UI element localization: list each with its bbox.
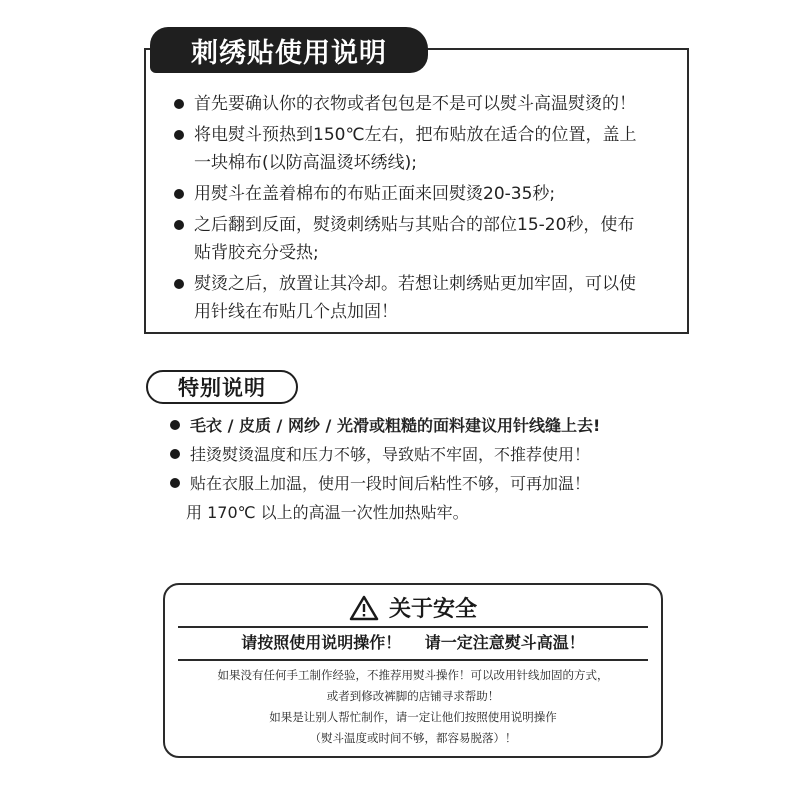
usage-item-line: 首先要确认你的衣物或者包包是不是可以熨斗高温熨烫的！	[194, 94, 636, 114]
special-item-line: 毛衣 / 皮质 / 网纱 / 光滑或粗糙的面料建议用针线缝上去!	[190, 416, 601, 435]
usage-item	[172, 90, 672, 118]
safety-line: 如果没有任何手工制作经验，不推荐用熨斗操作！可以改用针线加固的方式，	[217, 668, 609, 682]
usage-item	[172, 121, 672, 177]
usage-item-line: 熨烫之后，放置让其冷却。若想让刺绣贴更加牢固，可以使	[194, 274, 636, 294]
special-item-line: 用 170℃ 以上的高温一次性加热贴牢。	[186, 503, 469, 522]
safety-line: 或者到修改裤脚的店铺寻求帮助！	[326, 689, 500, 703]
special-item-line: 挂烫熨烫温度和压力不够，导致贴不牢固，不推荐使用！	[190, 445, 591, 464]
usage-item	[172, 270, 672, 326]
usage-item-line: 一块棉布(以防高温烫坏绣线);	[194, 153, 417, 173]
special-notes-list	[168, 411, 658, 527]
safety-line: （熨斗温度或时间不够，都容易脱落）！	[309, 731, 517, 745]
safety-subheading	[163, 630, 663, 653]
safety-title: 关于安全	[388, 597, 477, 622]
usage-title: 刺绣贴使用说明	[150, 27, 428, 73]
usage-item-line: 用熨斗在盖着棉布的布贴正面来回熨烫20-35秒;	[194, 184, 556, 204]
safety-text	[163, 665, 663, 749]
usage-list	[172, 90, 672, 329]
warning-triangle-icon	[349, 595, 379, 621]
usage-item-line: 将电熨斗预热到150℃左右，把布贴放在适合的位置，盖上	[194, 125, 637, 145]
divider	[178, 659, 648, 661]
safety-sub-left: 请按照使用说明操作！	[241, 633, 402, 652]
special-item	[168, 411, 658, 440]
usage-item-line: 贴背胶充分受热;	[194, 243, 319, 263]
usage-item	[172, 180, 672, 208]
special-item	[168, 469, 658, 527]
special-item-line: 贴在衣服上加温，使用一段时间后粘性不够，可再加温！	[190, 474, 591, 493]
safety-sub-right: 请一定注意熨斗高温！	[424, 633, 585, 652]
usage-item-line: 之后翻到反面，熨烫刺绣贴与其贴合的部位15-20秒，使布	[194, 215, 635, 235]
safety-line: 如果是让别人帮忙制作，请一定让他们按照使用说明操作	[269, 710, 557, 724]
safety-heading	[163, 592, 663, 623]
usage-item-line: 用针线在布贴几个点加固！	[194, 302, 398, 322]
divider	[178, 626, 648, 628]
special-item	[168, 440, 658, 469]
usage-item	[172, 211, 672, 267]
special-notes-title: 特别说明	[146, 370, 298, 404]
